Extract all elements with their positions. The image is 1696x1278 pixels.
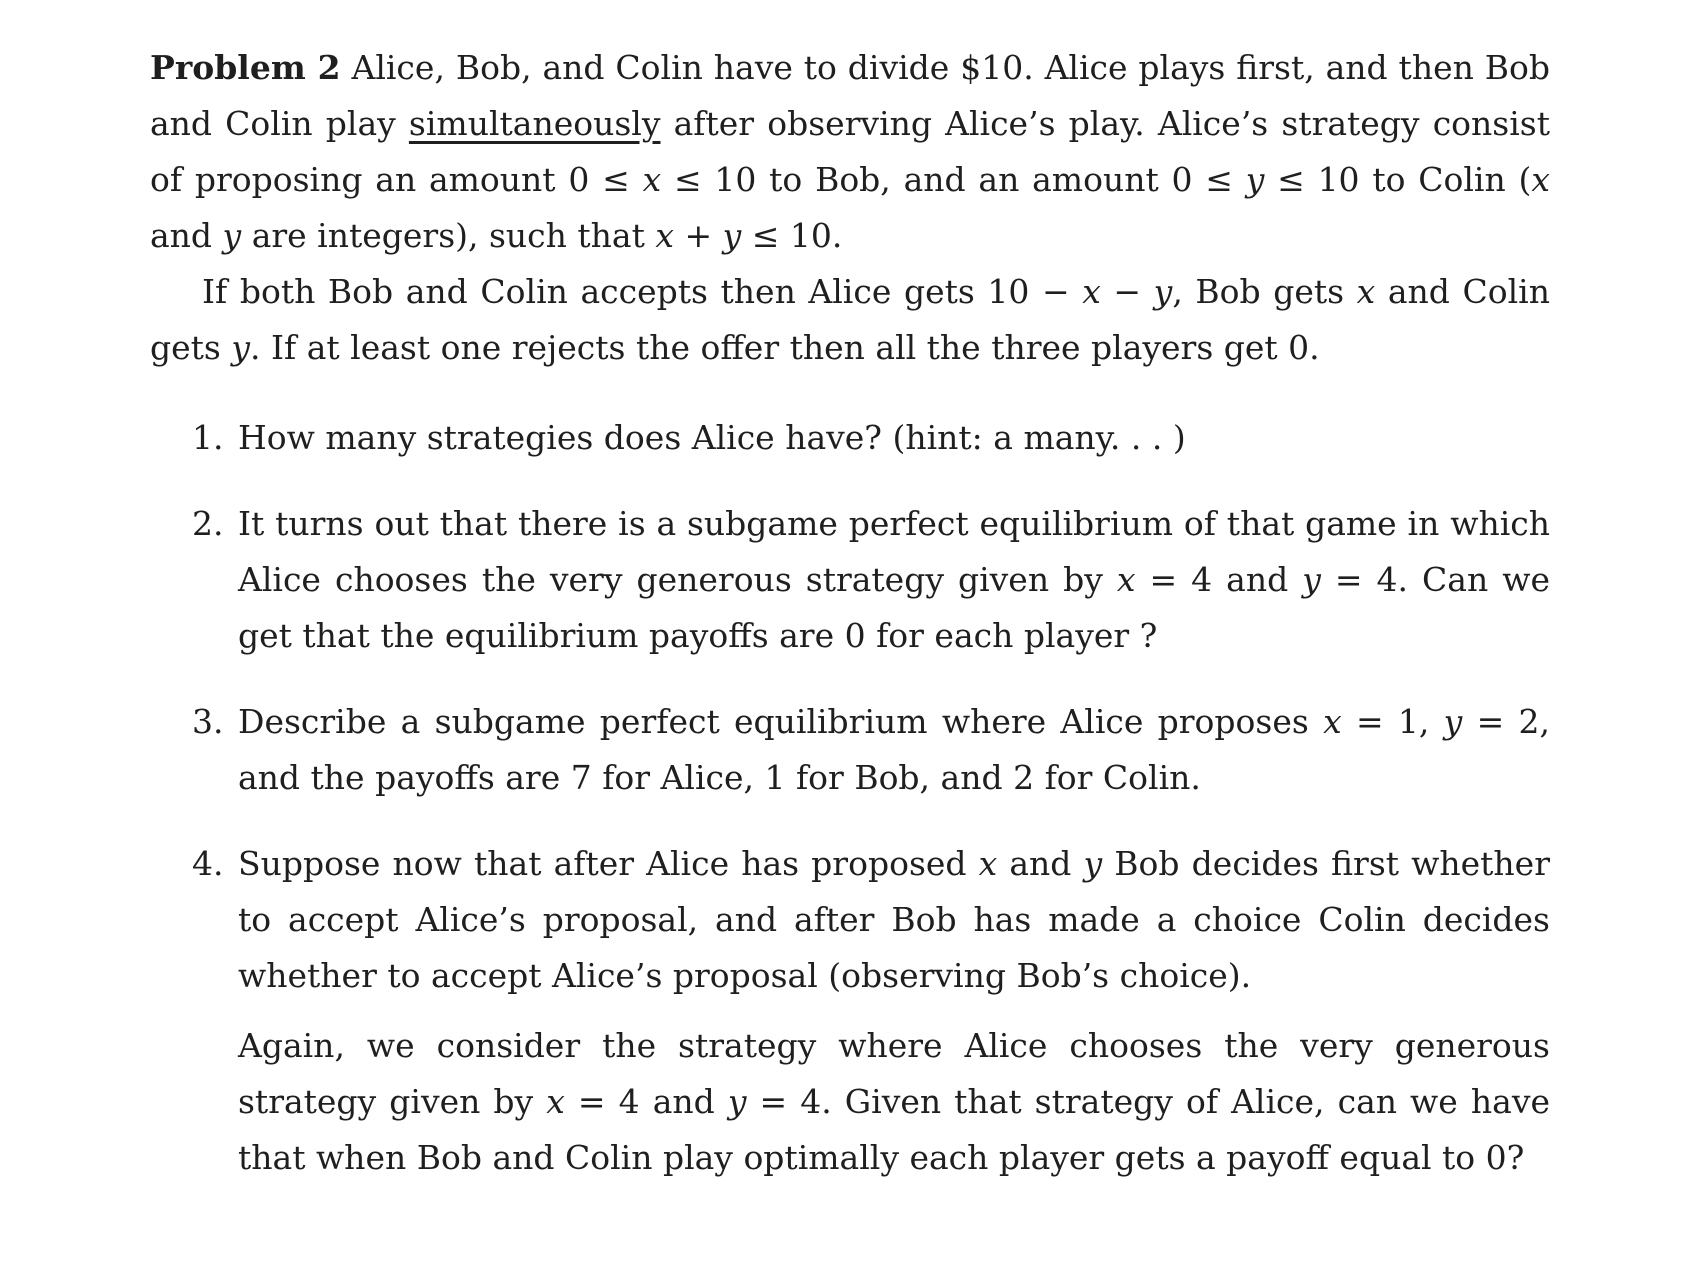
- math-var: x: [1323, 702, 1342, 741]
- question-number: 4.: [192, 844, 224, 883]
- math-var: x: [546, 1082, 565, 1121]
- math-var: y: [231, 328, 250, 367]
- math-var: y: [222, 216, 242, 255]
- math-var: x: [1531, 160, 1550, 199]
- question-item: [150, 496, 1550, 664]
- intro-text: after observing Alice’s play. Alice’s strategy consist of proposing an amount 0 ≤: [150, 104, 1550, 199]
- question-text-span: = 2, and the payoffs are 7 for Alice, 1 for Bob, and 2 for Colin.: [238, 702, 1551, 797]
- intro-text: ≤ 10 to Colin (: [1264, 160, 1532, 199]
- question-text-span: Describe a subgame perfect equilibrium where Alice proposes: [238, 702, 1324, 741]
- math-var: y: [1302, 560, 1321, 599]
- question-text-span: How many strategies does Alice have? (hint: a many. . . ): [238, 418, 1186, 457]
- question-text-span: It turns out that there is a subgame perfect equilibrium of that game in which Alice chooses the very generous strategy given by: [238, 504, 1550, 599]
- math-var: y: [722, 216, 742, 255]
- question-text: [238, 496, 1550, 664]
- math-var: x: [978, 844, 998, 883]
- question-text-span: Suppose now that after Alice has proposed: [238, 844, 979, 883]
- question-item: [150, 836, 1550, 1186]
- math-var: x: [1082, 272, 1101, 311]
- question-number: 1.: [192, 418, 224, 457]
- rule-text: , Bob gets: [1172, 272, 1357, 311]
- math-var: x: [1116, 560, 1136, 599]
- math-var: x: [655, 216, 674, 255]
- math-var: y: [1083, 844, 1103, 883]
- question-number: 2.: [192, 504, 224, 543]
- problem-label: Problem 2: [150, 48, 341, 87]
- question-text-span: = 4. Can we get that the equilibrium payoffs are 0 for each player ?: [238, 560, 1550, 655]
- question-text: [238, 410, 1550, 466]
- question-text-span: = 4 and: [564, 1082, 728, 1121]
- underlined-word: simultaneously: [408, 104, 661, 143]
- intro-text: and: [150, 216, 223, 255]
- math-var: x: [642, 160, 662, 199]
- rule-text: −: [1100, 272, 1154, 311]
- question-text: [238, 694, 1550, 806]
- question-item: [150, 694, 1550, 806]
- question-text-span: = 1,: [1341, 702, 1444, 741]
- intro-text: ≤ 10 to Bob, and an amount 0 ≤: [661, 160, 1246, 199]
- question-number: 3.: [192, 702, 224, 741]
- question-text-span: = 4. Given that strategy of Alice, can we have that when Bob and Colin play optimally each player gets a payoff equal to 0?: [238, 1082, 1550, 1177]
- math-var: y: [727, 1082, 747, 1121]
- document-page: [150, 40, 1550, 1216]
- intro-text: ≤ 10.: [741, 216, 843, 255]
- intro-text: +: [673, 216, 723, 255]
- question-text-span: and: [997, 844, 1084, 883]
- intro-text: Alice, Bob, and Colin have to divide $10. Alice plays first, and then Bob and Colin play: [150, 48, 1550, 143]
- problem-rule: [150, 264, 1550, 376]
- question-item: [150, 410, 1550, 466]
- math-var: y: [1153, 272, 1173, 311]
- problem-intro: [150, 40, 1550, 264]
- math-var: x: [1356, 272, 1376, 311]
- math-var: y: [1245, 160, 1265, 199]
- question-list: [150, 410, 1550, 1186]
- question-text-span: Again, we consider the strategy where Alice chooses the very generous strategy given by: [238, 1026, 1550, 1121]
- question-followup: [238, 1018, 1550, 1186]
- math-var: y: [1443, 702, 1463, 741]
- rule-text: If both Bob and Colin accepts then Alice gets 10 −: [202, 272, 1083, 311]
- intro-text: are integers), such that: [241, 216, 656, 255]
- rule-text: and Colin gets: [150, 272, 1550, 367]
- question-text-span: Bob decides first whether to accept Alice’s proposal, and after Bob has made a choice Colin decides whether to accept Alice’s proposal (observing Bob’s choice).: [238, 844, 1550, 995]
- question-text-span: = 4 and: [1135, 560, 1303, 599]
- question-text: [238, 836, 1550, 1004]
- rule-text: . If at least one rejects the offer then all the three players get 0.: [250, 328, 1320, 367]
